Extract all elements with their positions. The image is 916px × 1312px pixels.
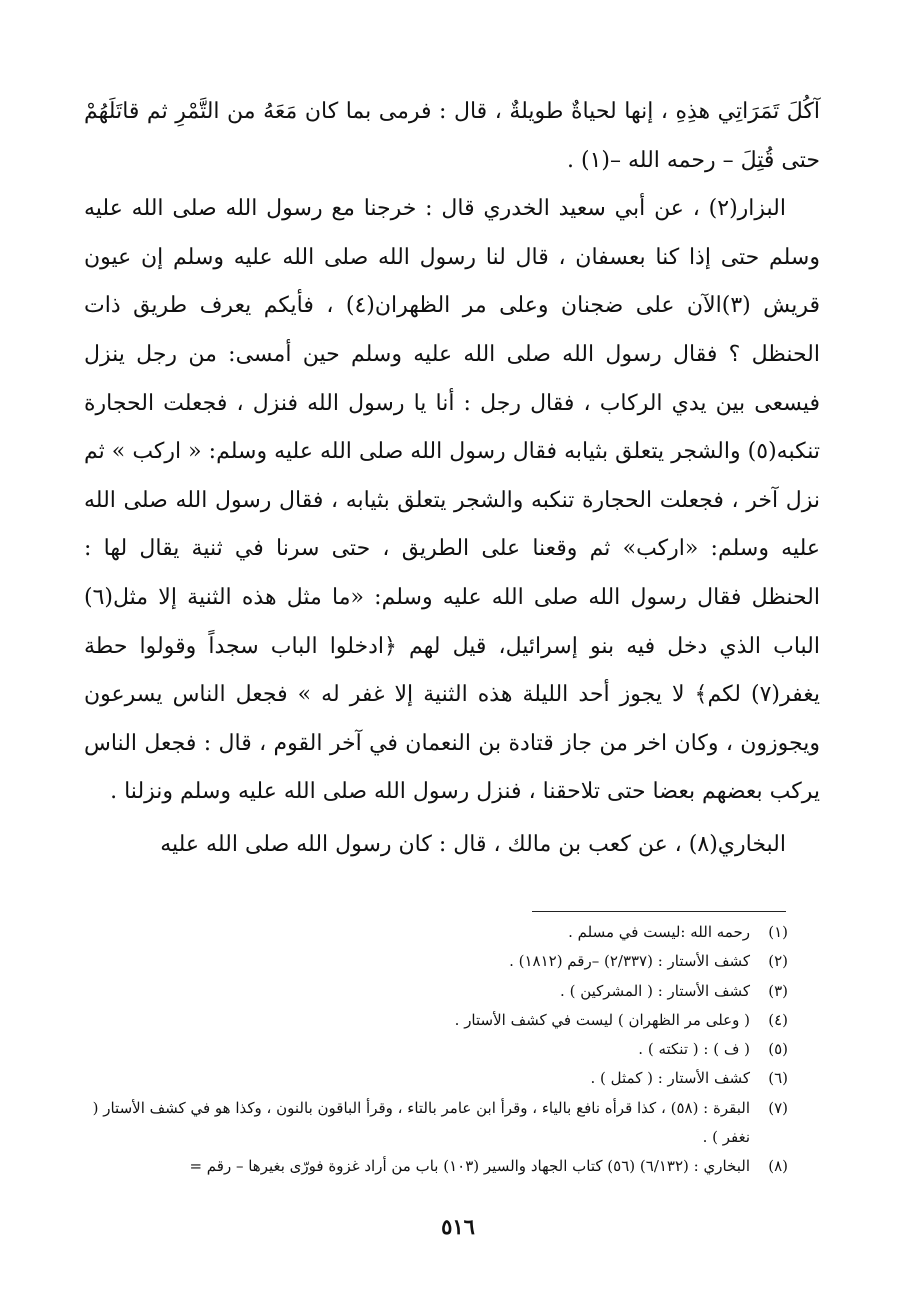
- footnote: [84, 1152, 788, 1181]
- paragraph-1: آكُلَ تَمَرَاتِي هذِهِ ، إنها لحياةٌ طويلةٌ ، قال : فرمى بما كان مَعَهُ من التَّمْرِ ثم قاتَلَهُمْ حتى قُتِلَ – رحمه الله –(١) .: [84, 99, 820, 173]
- page-number: ٥١٦: [441, 1214, 475, 1239]
- footnotes: [84, 918, 788, 1182]
- main-text: [84, 88, 820, 870]
- footnote-separator: [532, 911, 786, 912]
- footnote: [84, 947, 788, 976]
- footnote-number: (٦): [768, 1069, 788, 1088]
- footnote-text: ( وعلى مر الظهران ) ليست في كشف الأستار .: [454, 1010, 750, 1029]
- footnote-number: (٥): [768, 1040, 788, 1059]
- footnote-text: البخاري : (٦/١٣٢) (٥٦) كتاب الجهاد والسير (١٠٣) باب من أراد غزوة فورّى بغيرها – رقم =: [189, 1157, 750, 1176]
- footnote-text: كشف الأستار : (٢/٣٣٧) –رقم (١٨١٢) .: [509, 952, 750, 971]
- footnote-text: كشف الأستار : ( المشركين ) .: [560, 981, 750, 1000]
- paragraph-2: البزار(٢) ، عن أبي سعيد الخدري قال : خرجنا مع رسول الله صلى الله عليه وسلم حتى إذا كنا بعسفان ، قال لنا رسول الله صلى الله عليه وسلم إن عيون قريش (٣)الآن على ضجنان وعلى مر الظهران(٤) ، فأيكم يعرف طريق ذات الحنظل ؟ فقال رسول الله صلى الله عليه وسلم حين أمسى: من رجل ينزل فيسعى بين يدي الركاب ، فقال رجل : أنا يا رسول الله فنزل ، فجعلت الحجارة تنكبه(٥) والشجر يتعلق بثيابه فقال رسول الله صلى الله عليه وسلم: « اركب » ثم نزل آخر ، فجعلت الحجارة تنكبه والشجر يتعلق بثيابه ، فقال رسول الله صلى الله عليه وسلم: «اركب» ثم وقعنا على الطريق ، حتى سرنا في ثنية يقال لها : الحنظل فقال رسول الله صلى الله عليه وسلم: «ما مثل هذه الثنية إلا مثل(٦) الباب الذي دخل فيه بنو إسرائيل، قيل لهم ﴿ادخلوا الباب سجداً وقولوا حطة يغفر(٧) لكم﴾ لا يجوز أحد الليلة هذه الثنية إلا غفر له » فجعل الناس يسرعون ويجوزون ، وكان اخر من جاز قتادة بن النعمان في آخر القوم ، قال : فجعل الناس يركب بعضهم بعضا حتى تلاحقنا ، فنزل رسول الله صلى الله عليه وسلم ونزلنا .: [84, 196, 821, 805]
- footnote-number: (٤): [768, 1010, 788, 1029]
- footnote: [84, 1094, 788, 1153]
- footnote-text: كشف الأستار : ( كمثل ) .: [590, 1069, 750, 1088]
- footnote: [84, 977, 788, 1006]
- footnote-number: (٣): [768, 981, 788, 1000]
- footnote-number: (١): [768, 923, 788, 941]
- footnote-number: (٨): [768, 1157, 788, 1176]
- footnote-text: البقرة : (٥٨) ، كذا قرأه نافع بالياء ، وقرأ ابن عامر بالتاء ، وقرأ الباقون بالنون ، وكذا هو في كشف الأستار ( نغفر ) .: [92, 1098, 750, 1147]
- footnote-text: ( ف ) : ( تنكته ) .: [638, 1040, 750, 1059]
- footnote-number: (٢): [768, 952, 788, 971]
- footnote-number: (٧): [768, 1098, 788, 1117]
- paragraph-3: البخاري(٨) ، عن كعب بن مالك ، قال : كان رسول الله صلى الله عليه: [160, 831, 786, 857]
- footnote: [84, 1035, 788, 1064]
- footnote: [84, 1006, 788, 1035]
- footnote: [84, 918, 788, 947]
- footnote: [84, 1064, 788, 1093]
- footnote-text: رحمه الله :ليست في مسلم .: [568, 923, 750, 941]
